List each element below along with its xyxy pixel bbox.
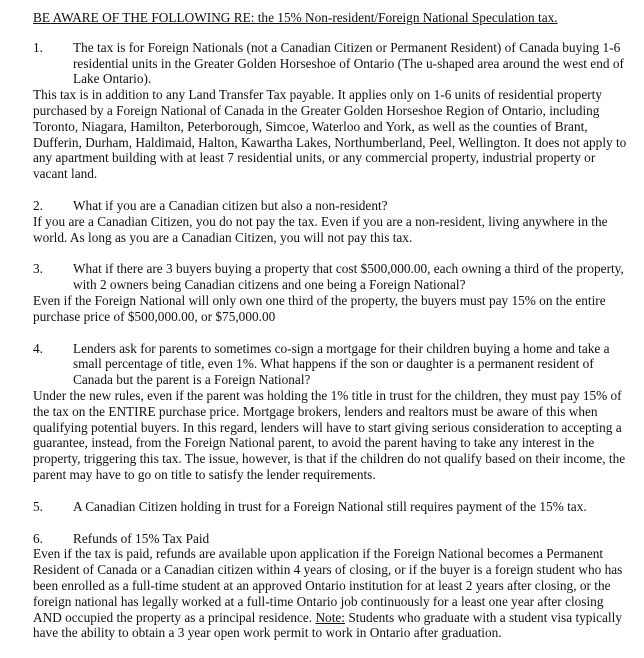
item-question: A Canadian Citizen holding in trust for a Foreign National still requires payment of the 15% tax. — [73, 498, 587, 514]
document-title: BE AWARE OF THE FOLLOWING RE: the 15% Non-resident/Foreign National Speculation tax. — [33, 10, 558, 25]
item-heading — [33, 499, 628, 515]
item-3 — [33, 261, 628, 324]
item-body: Under the new rules, even if the parent was holding the 1% title in trust for the children, they must pay 15% of the tax on the ENTIRE purchase price. Mortgage brokers, lenders and realtors must be aware of this when qualifying potential buyers. In this regard, lenders will have to start giving serious consideration to accepting a guarantee, instead, from the Foreign National parent, to avoid the parent having to take any interest in the property, triggering this tax. The issue, however, is that if the children do not qualify based on their income, the parent may have to go on title to satisfy the lender requirements. — [33, 387, 626, 482]
item-6 — [33, 531, 628, 642]
item-number: 2. — [33, 197, 43, 213]
item-question: What if you are a Canadian citizen but also a non-resident? — [73, 197, 388, 213]
item-number: 3. — [33, 261, 43, 277]
item-heading — [33, 40, 628, 87]
item-body — [33, 546, 628, 641]
item-2 — [33, 198, 628, 245]
item-question: The tax is for Foreign Nationals (not a Canadian Citizen or Permanent Resident) of Canada buying 1-6 residential units in the Greater Golden Horseshoe of Ontario (The u-shaped area around the west end of Lake Ontario). — [73, 39, 624, 87]
note-text: Students who graduate with a student visa typically have the ability to obtain a 3 year open work permit to work in Ontario after graduation. — [33, 609, 622, 641]
item-4 — [33, 341, 628, 483]
item-question: Lenders ask for parents to sometimes co-sign a mortgage for their children buying a home and take a small percentage of title, even 1%. What happens if the son or daughter is a permanent resident of Canada but the parent is a Foreign National? — [73, 340, 610, 388]
item-heading — [33, 531, 628, 547]
item-heading — [33, 341, 628, 388]
item-body: If you are a Canadian Citizen, you do not pay the tax. Even if you are a non-resident, living anywhere in the world. As long as you are a Canadian Citizen, you will not pay this tax. — [33, 213, 608, 245]
item-number: 5. — [33, 498, 43, 514]
item-body: This tax is in addition to any Land Transfer Tax payable. It applies only on 1-6 units of residential property purchased by a Foreign National of Canada in the Greater Golden Horseshoe Region of Ontario, including Toronto, Niagara, Hamilton, Peterborough, Simcoe, Waterloo and York, as well as the counties of Brant, Dufferin, Durham, Haldimaid, Halton, Kawartha Lakes, Northumberland, Peel, Wellington. It does not apply to any apartment building with at least 7 residential units, or any commercial property, industrial property or vacant land. — [33, 87, 627, 182]
item-body: Even if the Foreign National will only own one third of the property, the buyers must pay 15% on the entire purchase price of $500,000.00, or $75,000.00 — [33, 292, 606, 324]
item-question: What if there are 3 buyers buying a property that cost $500,000.00, each owning a third of the property, with 2 owners being Canadian citizens and one being a Foreign National? — [73, 261, 624, 293]
item-number: 1. — [33, 39, 43, 55]
item-number: 4. — [33, 340, 43, 356]
item-1 — [33, 40, 628, 182]
item-5 — [33, 499, 628, 515]
note-label: Note: — [315, 609, 345, 625]
item-heading — [33, 198, 628, 214]
item-question: Refunds of 15% Tax Paid — [73, 530, 210, 546]
item-number: 6. — [33, 530, 43, 546]
item-heading — [33, 261, 628, 293]
item-body-main: Even if the tax is paid, refunds are available upon application if the Foreign National becomes a Permanent Resident of Canada or a Canadian citizen within 4 years of closing, or if the buyer is a foreign student who has been enrolled as a full-time student at an approved Ontario institution for at least 2 years after closing, or the foreign national has legally worked at a full-time Ontario job continuously for a least one year after closing AND occupied the property as a principal residence. — [33, 546, 623, 625]
